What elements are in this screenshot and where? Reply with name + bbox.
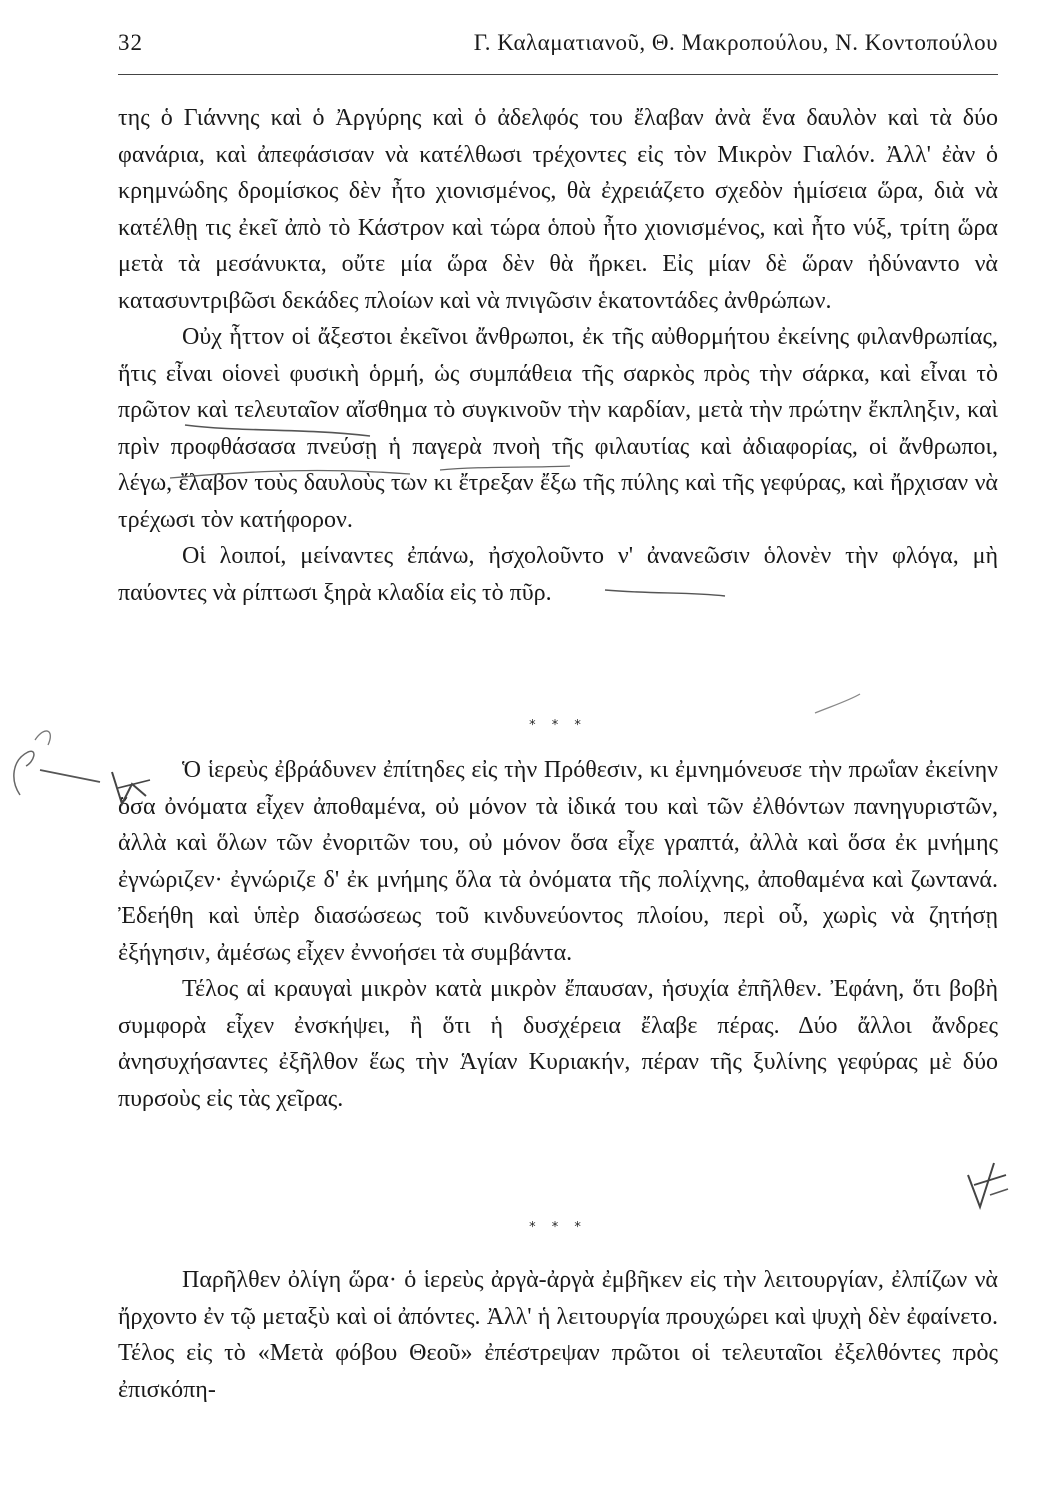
section-separator: * * * [529, 718, 587, 733]
text-block-1 [118, 100, 998, 611]
handwritten-scribble-icon [0, 700, 170, 820]
paragraph: Οὐχ ἧττον οἱ ἄξεστοι ἐκεῖνοι ἄνθρωποι, ἐκ τῆς αὐθορμήτου ἐκείνης φιλανθρωπίας, ἥτις εἶναι οἱονεὶ φυσικὴ ὁρμή, ὡς συμπάθεια τῆς σαρκὸς πρὸς τὴν σάρκα, καὶ εἶναι τὸ πρῶτον καὶ τελευταῖον αἴσθημα τὸ συγκινοῦν τὴν καρδίαν, μετὰ τὴν πρώτην ἔκπληξιν, καὶ πρὶν προφθάσασα πνεύσῃ ἡ παγερὰ πνοὴ τῆς φιλαυτίας καὶ ἀδιαφορίας, οἱ ἄνθρωποι, λέγω, ἔλαβον τοὺς δαυλοὺς των κι ἔτρεξαν ἔξω τῆς πύλης καὶ τῆς γεφύρας, καὶ ἤρχισαν νὰ τρέχωσι τὸν κατήφορον. [118, 324, 998, 533]
section-separator: * * * [529, 1220, 587, 1235]
running-head [118, 30, 998, 64]
text-block-3 [118, 1262, 998, 1408]
paragraph: Ὁ ἱερεὺς ἐβράδυνεν ἐπίτηδες εἰς τὴν Πρόθεσιν, κι ἐμνημόνευσε τὴν πρωΐαν ἐκείνην ὅσα ὀνόματα εἶχεν ἀποθαμένα, οὐ μόνον τὰ ἰδικά του καὶ τῶν ἐλθόντων πανηγυριστῶν, ἀλλὰ καὶ ὅλων τῶν ἐνοριτῶν του, οὐ μόνον ὅσα εἶχε γραπτά, ἀλλὰ καὶ ὅσα ἐκ μνήμης ἐγνώριζεν· ἐγνώριζε δ' ἐκ μνήμης ὅλα τὰ ὀνόματα τῆς πολίχνης, ἀποθαμένα καὶ ζωντανά. Ἐδεήθη καὶ ὑπὲρ διασώσεως τοῦ κινδυνεύοντος πλοίου, περὶ οὗ, χωρὶς νὰ ζητήσῃ ἐξήγησιν, ἀμέσως εἶχεν ἐννοήσει τὰ συμβάντα. [118, 757, 998, 966]
header-rule [118, 74, 998, 75]
paragraph: Τέλος αἱ κραυγαὶ μικρὸν κατὰ μικρὸν ἔπαυσαν, ἡσυχία ἐπῆλθεν. Ἐφάνη, ὅτι βοβὴ συμφορὰ εἶχεν ἐνσκήψει, ἢ ὅτι ἡ δυσχέρεια ἔλαβε πέρας. Δύο ἄλλοι ἄνδρες ἀνησυχήσαντες ἐξῆλθον ἕως τὴν Ἁγίαν Κυριακήν, πέραν τῆς ξυλίνης γεφύρας μὲ δύο πυρσοὺς εἰς τὰς χεῖρας. [118, 976, 998, 1112]
page-number: 32 [118, 30, 143, 55]
paragraph: Οἱ λοιποί, μείναντες ἐπάνω, ἠσχολοῦντο ν' ἀνανεῶσιν ὁλονὲν τὴν φλόγα, μὴ παύοντες νὰ ρίπτωσι ξηρὰ κλαδία εἰς τὸ πῦρ. [118, 543, 998, 606]
paragraph: Παρῆλθεν ὀλίγη ὥρα· ὁ ἱερεὺς ἀργὰ-ἀργὰ ἐμβῆκεν εἰς τὴν λειτουργίαν, ἐλπίζων νὰ ἤρχοντο ἐν τῷ μεταξὺ καὶ οἱ ἀπόντες. Ἀλλ' ἡ λειτουργία προυχώρει καὶ ψυχὴ δὲν ἐφαίνετο. Τέλος εἰς τὸ «Μετὰ φόβου Θεοῦ» ἐπέστρεψαν πρῶτοι οἱ τελευταῖοι ἐξελθόντες πρὸς ἐπισκόπη- [118, 1267, 998, 1403]
text-block-2 [118, 752, 998, 1117]
paragraph: της ὁ Γιάννης καὶ ὁ Ἀργύρης καὶ ὁ ἀδελφός του ἔλαβαν ἀνὰ ἕνα δαυλὸν καὶ τὰ δύο φανάρια, καὶ ἀπεφάσισαν νὰ κατέλθωσι τρέχοντες εἰς τὸν Μικρὸν Γιαλόν. Ἀλλ' ἐὰν ὁ κρημνώδης δρομίσκος δὲν ἦτο χιονισμένος, θὰ ἐχρειάζετο σχεδὸν ἡμίσεια ὥρα, διὰ νὰ κατέλθῃ τις ἐκεῖ ἀπὸ τὸ Κάστρον καὶ τώρα ὁποὺ ἦτο χιονισμένος, καὶ ἦτο νύξ, τρίτη ὥρα μετὰ τὰ μεσάνυκτα, οὔτε μία ὥρα δὲν θὰ ἤρκει. Εἰς μίαν δὲ ὥραν ἠδύναντο νὰ κατασυντριβῶσι δεκάδες πλοίων καὶ νὰ πνιγῶσιν ἑκατοντάδες ἀνθρώπων. [118, 105, 998, 314]
running-title: Γ. Καλαματιανοῦ, Θ. Μακροπούλου, Ν. Κοντοπούλου [473, 30, 998, 55]
handwritten-checkmark-icon [960, 1145, 1020, 1215]
